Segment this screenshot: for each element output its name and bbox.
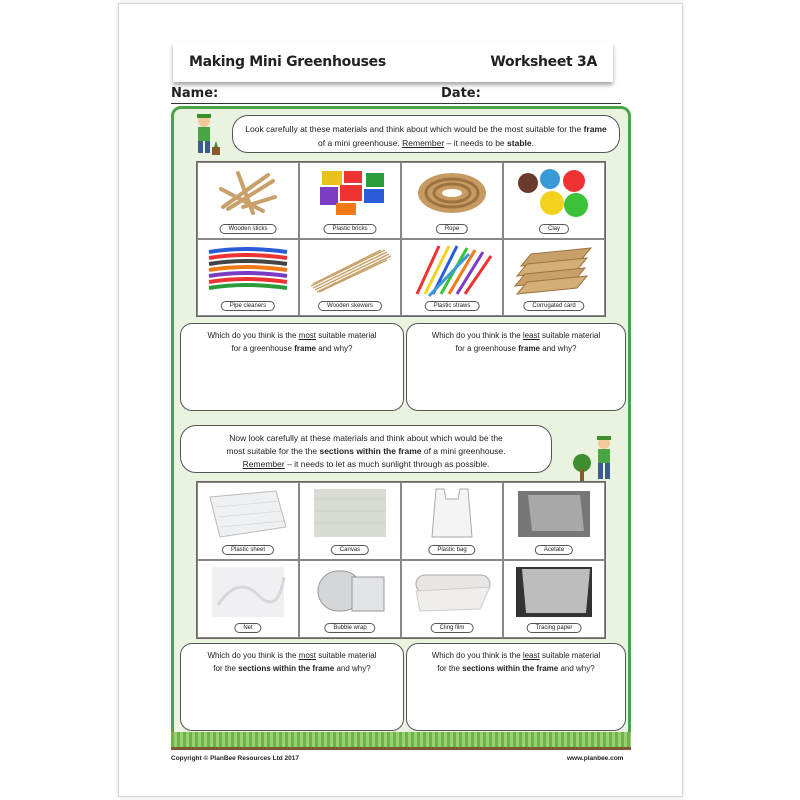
material-card	[299, 239, 401, 316]
gardener-icon	[186, 111, 226, 161]
cling-film-icon	[410, 565, 494, 619]
plastic-bag-icon	[422, 487, 482, 541]
material-card	[401, 560, 503, 638]
material-card	[401, 482, 503, 560]
material-card	[401, 239, 503, 316]
material-card	[299, 162, 401, 239]
plastic-sheet-icon	[206, 487, 290, 541]
copyright-text: Copyright © PlanBee Resources Ltd 2017	[171, 755, 299, 762]
material-card	[503, 560, 605, 638]
material-label: Plastic straws	[425, 301, 480, 311]
gardener-with-tree-icon	[570, 435, 620, 483]
sections-materials-grid	[196, 481, 606, 639]
worksheet-number: Worksheet 3A	[490, 54, 597, 70]
material-label: Net	[234, 623, 261, 633]
canvas-icon	[310, 487, 390, 539]
material-card	[197, 162, 299, 239]
grass-border	[171, 732, 631, 750]
website-text: www.planbee.com	[567, 755, 624, 762]
material-label: Canvas	[331, 545, 369, 555]
material-card	[197, 239, 299, 316]
worksheet-page	[118, 3, 683, 797]
material-card	[299, 560, 401, 638]
plastic-bricks-icon	[310, 167, 390, 219]
wooden-skewers-icon	[307, 244, 393, 296]
plastic-straws-icon	[409, 244, 495, 298]
material-card	[503, 162, 605, 239]
material-label: Clay	[539, 224, 569, 234]
acetate-icon	[514, 487, 594, 541]
pipe-cleaners-icon	[205, 244, 291, 296]
tracing-paper-icon	[512, 565, 596, 619]
material-label: Plastic bricks	[323, 224, 376, 234]
frame-most-suitable-box[interactable]: Which do you think is the most suitable material for a greenhouse frame and why?	[180, 323, 404, 411]
title-bar	[173, 42, 613, 82]
material-label: Wooden skewers	[318, 301, 382, 311]
material-card	[299, 482, 401, 560]
net-icon	[208, 565, 288, 619]
rope-icon	[412, 167, 492, 217]
material-label: Bubble wrap	[324, 623, 375, 633]
material-card	[503, 482, 605, 560]
writing-line	[171, 103, 621, 104]
bubble-wrap-icon	[310, 565, 390, 619]
activity-frame	[171, 106, 631, 746]
material-card	[503, 239, 605, 316]
sections-least-suitable-box[interactable]: Which do you think is the least suitable material for the sections within the frame and why?	[406, 643, 626, 731]
clay-icon	[514, 167, 594, 219]
material-label: Corrugated card	[523, 301, 584, 311]
material-card	[197, 482, 299, 560]
wooden-sticks-icon	[213, 167, 283, 217]
material-label: Pipe cleaners	[221, 301, 275, 311]
material-label: Plastic sheet	[222, 545, 274, 555]
material-label: Tracing paper	[527, 623, 582, 633]
material-card	[197, 560, 299, 638]
material-label: Plastic bag	[428, 545, 475, 555]
material-label: Wooden sticks	[220, 224, 277, 234]
frame-materials-grid	[196, 161, 606, 317]
sections-most-suitable-box[interactable]: Which do you think is the most suitable material for the sections within the frame and why?	[180, 643, 404, 731]
material-label: Rope	[436, 224, 468, 234]
date-label: Date:	[441, 86, 481, 101]
material-label: Acetate	[535, 545, 573, 555]
material-card	[401, 162, 503, 239]
material-label: Cling film	[431, 623, 474, 633]
worksheet-title: Making Mini Greenhouses	[189, 54, 386, 70]
frame-least-suitable-box[interactable]: Which do you think is the least suitable material for a greenhouse frame and why?	[406, 323, 626, 411]
corrugated-card-icon	[511, 244, 597, 296]
sections-intro-bubble: Now look carefully at these materials and think about which would be the most suitable for the the sections within the frame of a mini greenhouse. Remember – it needs to let as much sunlight through as possible.	[180, 425, 552, 473]
name-label: Name:	[171, 86, 219, 101]
name-date-line	[171, 84, 621, 104]
frame-intro-bubble: Look carefully at these materials and think about which would be the most suitable for the frame of a mini greenhouse. Remember – it needs to be stable.	[232, 115, 620, 153]
